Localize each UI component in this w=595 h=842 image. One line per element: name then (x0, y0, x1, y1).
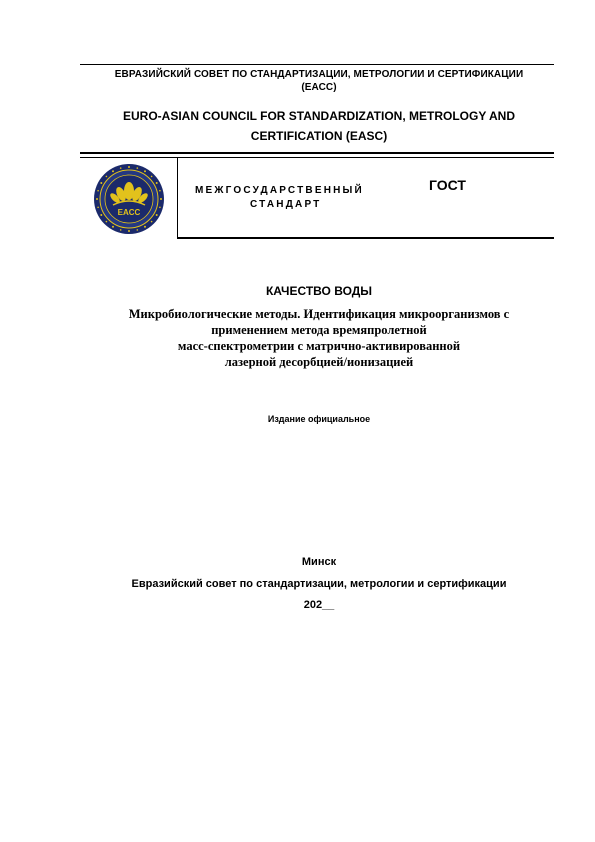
header-double-rule-top (80, 152, 554, 154)
publication-city: Минск (301, 556, 337, 568)
council-name-en-line2: CERTIFICATION (EASC) (250, 129, 388, 143)
publisher-name: Евразийский совет по стандартизации, метрологии и сертификации (131, 578, 507, 590)
gost-label: ГОСТ (429, 177, 466, 193)
council-name-en-line1: EURO-ASIAN COUNCIL FOR STANDARDIZATION, METROLOGY AND (123, 109, 515, 123)
easc-logo (93, 163, 165, 235)
header-double-rule-bottom (80, 157, 554, 158)
document-subtitle (80, 306, 558, 370)
edition-label: Издание официальное (267, 414, 371, 424)
subtitle-line: лазерной десорбцией/ионизацией (224, 355, 414, 369)
standard-type-line2: СТАНДАРТ (250, 199, 322, 210)
council-name-ru (80, 68, 558, 94)
council-name-ru-line: ЕВРАЗИЙСКИЙ СОВЕТ ПО СТАНДАРТИЗАЦИИ, МЕТРОЛОГИИ И СЕРТИФИКАЦИИ (114, 69, 524, 80)
subtitle-line: Микробиологические методы. Идентификация микроорганизмов с (128, 307, 510, 321)
subtitle-line: применением метода времяпролетной (211, 323, 427, 337)
council-abbr-ru: (ЕАСС) (301, 82, 337, 93)
document-title: КАЧЕСТВО ВОДЫ (265, 284, 373, 298)
standard-bottom-rule (177, 237, 554, 239)
logo-text: EACC (117, 208, 141, 217)
council-name-en (80, 106, 558, 146)
top-rule (80, 64, 554, 65)
standard-type-line1: МЕЖГОСУДАРСТВЕННЫЙ (195, 185, 364, 196)
logo-divider (177, 158, 178, 238)
publication-year: 202__ (303, 599, 335, 611)
easc-emblem-icon (93, 163, 165, 235)
subtitle-line: масс-спектрометрии с матрично-активированной (177, 339, 461, 353)
